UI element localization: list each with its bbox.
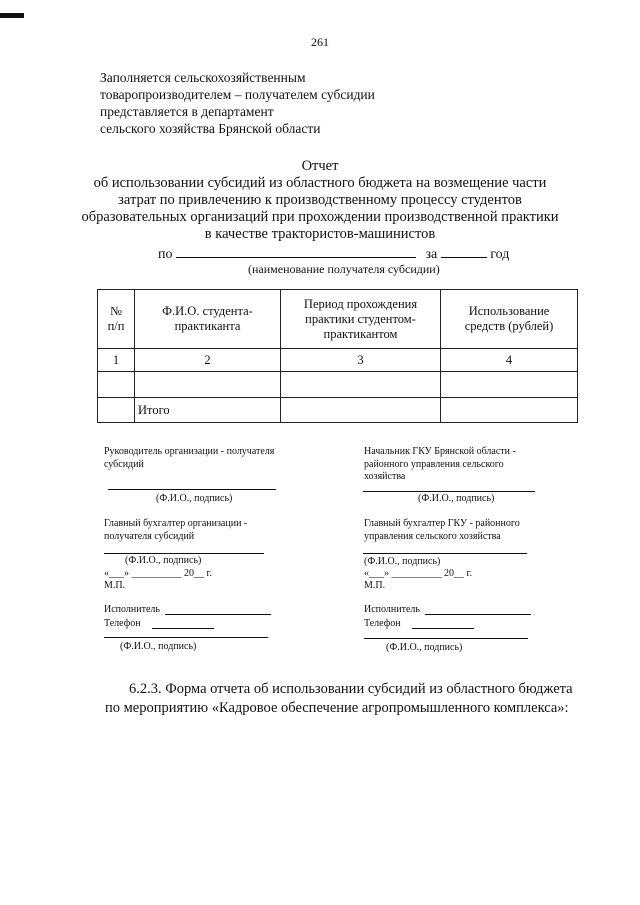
scan-edge-mark (0, 13, 24, 18)
table-cell[interactable] (441, 398, 578, 423)
report-title: Отчет (301, 158, 339, 174)
right-date-line[interactable]: «___» __________ 20__ г. (364, 568, 472, 579)
table-number-row (98, 349, 578, 372)
table-cell[interactable] (441, 372, 578, 398)
table-cell[interactable] (98, 398, 135, 423)
right-accountant-fio-caption: (Ф.И.О., подпись) (364, 556, 441, 567)
right-executor-fio-caption: (Ф.И.О., подпись) (386, 642, 463, 653)
column-number: 4 (441, 349, 578, 372)
right-phone-line[interactable] (412, 628, 474, 629)
table-cell[interactable] (135, 372, 281, 398)
subtitle-line: в качестве трактористов-машинистов (204, 226, 436, 242)
subtitle-line: об использовании субсидий из областного бюджета на возмещение части (93, 175, 547, 191)
right-head-signature-line[interactable] (363, 491, 535, 492)
recipient-blank[interactable] (176, 245, 416, 258)
right-accountant-signature-line[interactable] (363, 553, 527, 554)
left-executor-line[interactable] (165, 614, 271, 615)
header-number: № п/п (98, 290, 135, 349)
page-number: 261 (311, 35, 329, 49)
by-label: по (158, 247, 173, 262)
recipient-caption: (наименование получателя субсидии) (248, 262, 440, 276)
table-empty-row (98, 372, 578, 398)
right-executor-line[interactable] (425, 614, 531, 615)
right-accountant-title: Главный бухгалтер ГКУ - районного управления сельского хозяйства (364, 518, 520, 542)
left-executor-fio-caption: (Ф.И.О., подпись) (120, 641, 197, 652)
table-cell[interactable] (98, 372, 135, 398)
left-phone-label: Телефон (104, 618, 141, 629)
intro-line: товаропроизводителем – получателем субсидии (100, 87, 375, 102)
table-header-row (98, 290, 578, 349)
right-executor-label: Исполнитель (364, 604, 420, 615)
subtitle-line: образовательных организаций при прохождении производственной практики (81, 209, 559, 225)
intro-line: представляется в департамент (100, 104, 274, 119)
column-number: 1 (98, 349, 135, 372)
year-label: год (490, 247, 510, 262)
recipient-line (158, 245, 509, 263)
total-label: Итого (135, 398, 281, 423)
section-heading-line: 6.2.3. Форма отчета об использовании субсидий из областного бюджета (129, 681, 573, 697)
left-accountant-signature-line[interactable] (104, 553, 264, 554)
subtitle-line: затрат по привлечению к производственному процессу студентов (118, 192, 522, 208)
year-blank[interactable] (441, 245, 487, 258)
left-executor-label: Исполнитель (104, 604, 160, 615)
column-number: 2 (135, 349, 281, 372)
right-phone-label: Телефон (364, 618, 401, 629)
report-subtitle (0, 175, 640, 243)
left-date-line[interactable]: «___» __________ 20__ г. (104, 568, 212, 579)
left-head-title: Руководитель организации - получателя субсидий (104, 446, 275, 470)
left-phone-line[interactable] (152, 628, 214, 629)
left-executor-signature-line[interactable] (104, 637, 268, 638)
section-heading (105, 680, 573, 718)
right-stamp: М.П. (364, 580, 386, 591)
intro-line: сельского хозяйства Брянской области (100, 121, 321, 136)
section-heading-line: по мероприятию «Кадровое обеспечение агропромышленного комплекса»: (105, 700, 569, 716)
column-number: 3 (281, 349, 441, 372)
header-funds-usage: Использование средств (рублей) (441, 290, 578, 349)
table-cell[interactable] (281, 372, 441, 398)
report-table (97, 289, 578, 423)
right-executor-signature-line[interactable] (364, 638, 528, 639)
left-head-signature-line[interactable] (108, 489, 276, 490)
for-label: за (425, 247, 438, 262)
right-head-fio-caption: (Ф.И.О., подпись) (418, 493, 495, 504)
header-student-name: Ф.И.О. студента-практиканта (135, 290, 281, 349)
table-total-row (98, 398, 578, 423)
intro-note (100, 69, 375, 137)
left-accountant-title: Главный бухгалтер организации - получателя субсидий (104, 518, 248, 542)
left-stamp: М.П. (104, 580, 126, 591)
right-head-title: Начальник ГКУ Брянской области - районного управления сельского хозяйства (364, 446, 516, 482)
left-accountant-fio-caption: (Ф.И.О., подпись) (125, 555, 202, 566)
table-cell[interactable] (281, 398, 441, 423)
left-head-fio-caption: (Ф.И.О., подпись) (156, 493, 233, 504)
header-practice-period: Период прохождения практики студентом-практикантом (281, 290, 441, 349)
intro-line: Заполняется сельскохозяйственным (100, 70, 306, 85)
